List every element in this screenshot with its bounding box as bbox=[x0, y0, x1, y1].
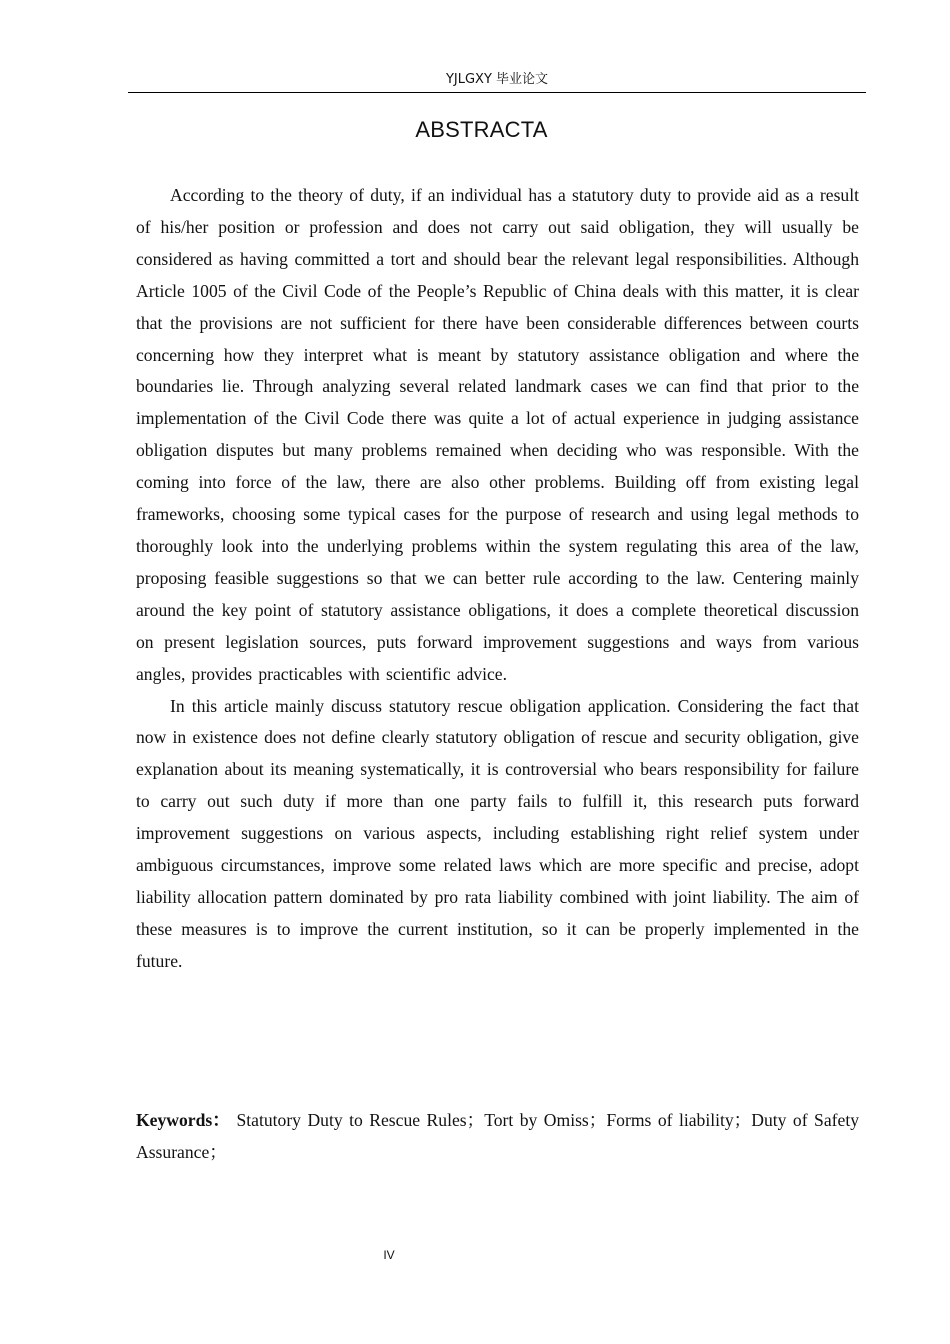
abstract-paragraph-1: According to the theory of duty, if an individual has a statutory duty to provide aid as a result of his/her position or profession and does not carry out said obligation, they will usually be considered as having committed a tort and should bear the relevant legal responsibilities. Although Article 1005 of the Civil Code of the People’s Republic of China deals with this matter, it is clear that the provisions are not sufficient for there have been considerable differences between courts concerning how they interpret what is meant by statutory assistance obligation and where the boundaries lie. Through analyzing several related landmark cases we can find that prior to the implementation of the Civil Code there was quite a lot of actual experience in judging assistance obligation disputes but many problems remained when deciding who was responsible. With the coming into force of the law, there are also other problems. Building off from existing legal frameworks, choosing some typical cases for the purpose of research and using legal methods to thoroughly look into the underlying problems within the system regulating this area of the law, proposing feasible suggestions so that we can better rule according to the law. Centering mainly around the key point of statutory assistance obligations, it does a complete theoretical discussion on present legislation sources, puts forward improvement suggestions and ways from various angles, provides practicables with scientific advice. bbox=[136, 185, 859, 684]
page-title: ABSTRACTA bbox=[415, 117, 548, 142]
abstract-body bbox=[136, 180, 859, 978]
page-number: IV bbox=[383, 1248, 395, 1262]
abstract-paragraph-2: In this article mainly discuss statutory rescue obligation application. Considering the fact that now in existence does not define clearly statutory obligation of rescue and security obligation, give explanation about its meaning systematically, it is controversial who bears responsibility for failure to carry out such duty if more than one party fails to fulfill it, this research puts forward improvement suggestions on various aspects, including establishing right relief system under ambiguous circumstances, improve some related laws which are more specific and precise, adopt liability allocation pattern dominated by pro rata liability combined with joint liability. The aim of these measures is to improve the current institution, so it can be properly implemented in the future. bbox=[136, 695, 859, 971]
keywords-list: Statutory Duty to Rescue Rules；Tort by Omiss；Forms of liability；Duty of Safety Assurance； bbox=[136, 1110, 860, 1162]
keywords-label: Keywords： bbox=[136, 1110, 230, 1130]
running-header: YJLGXY 毕业论文 bbox=[128, 70, 866, 93]
keywords-line bbox=[136, 1104, 859, 1168]
